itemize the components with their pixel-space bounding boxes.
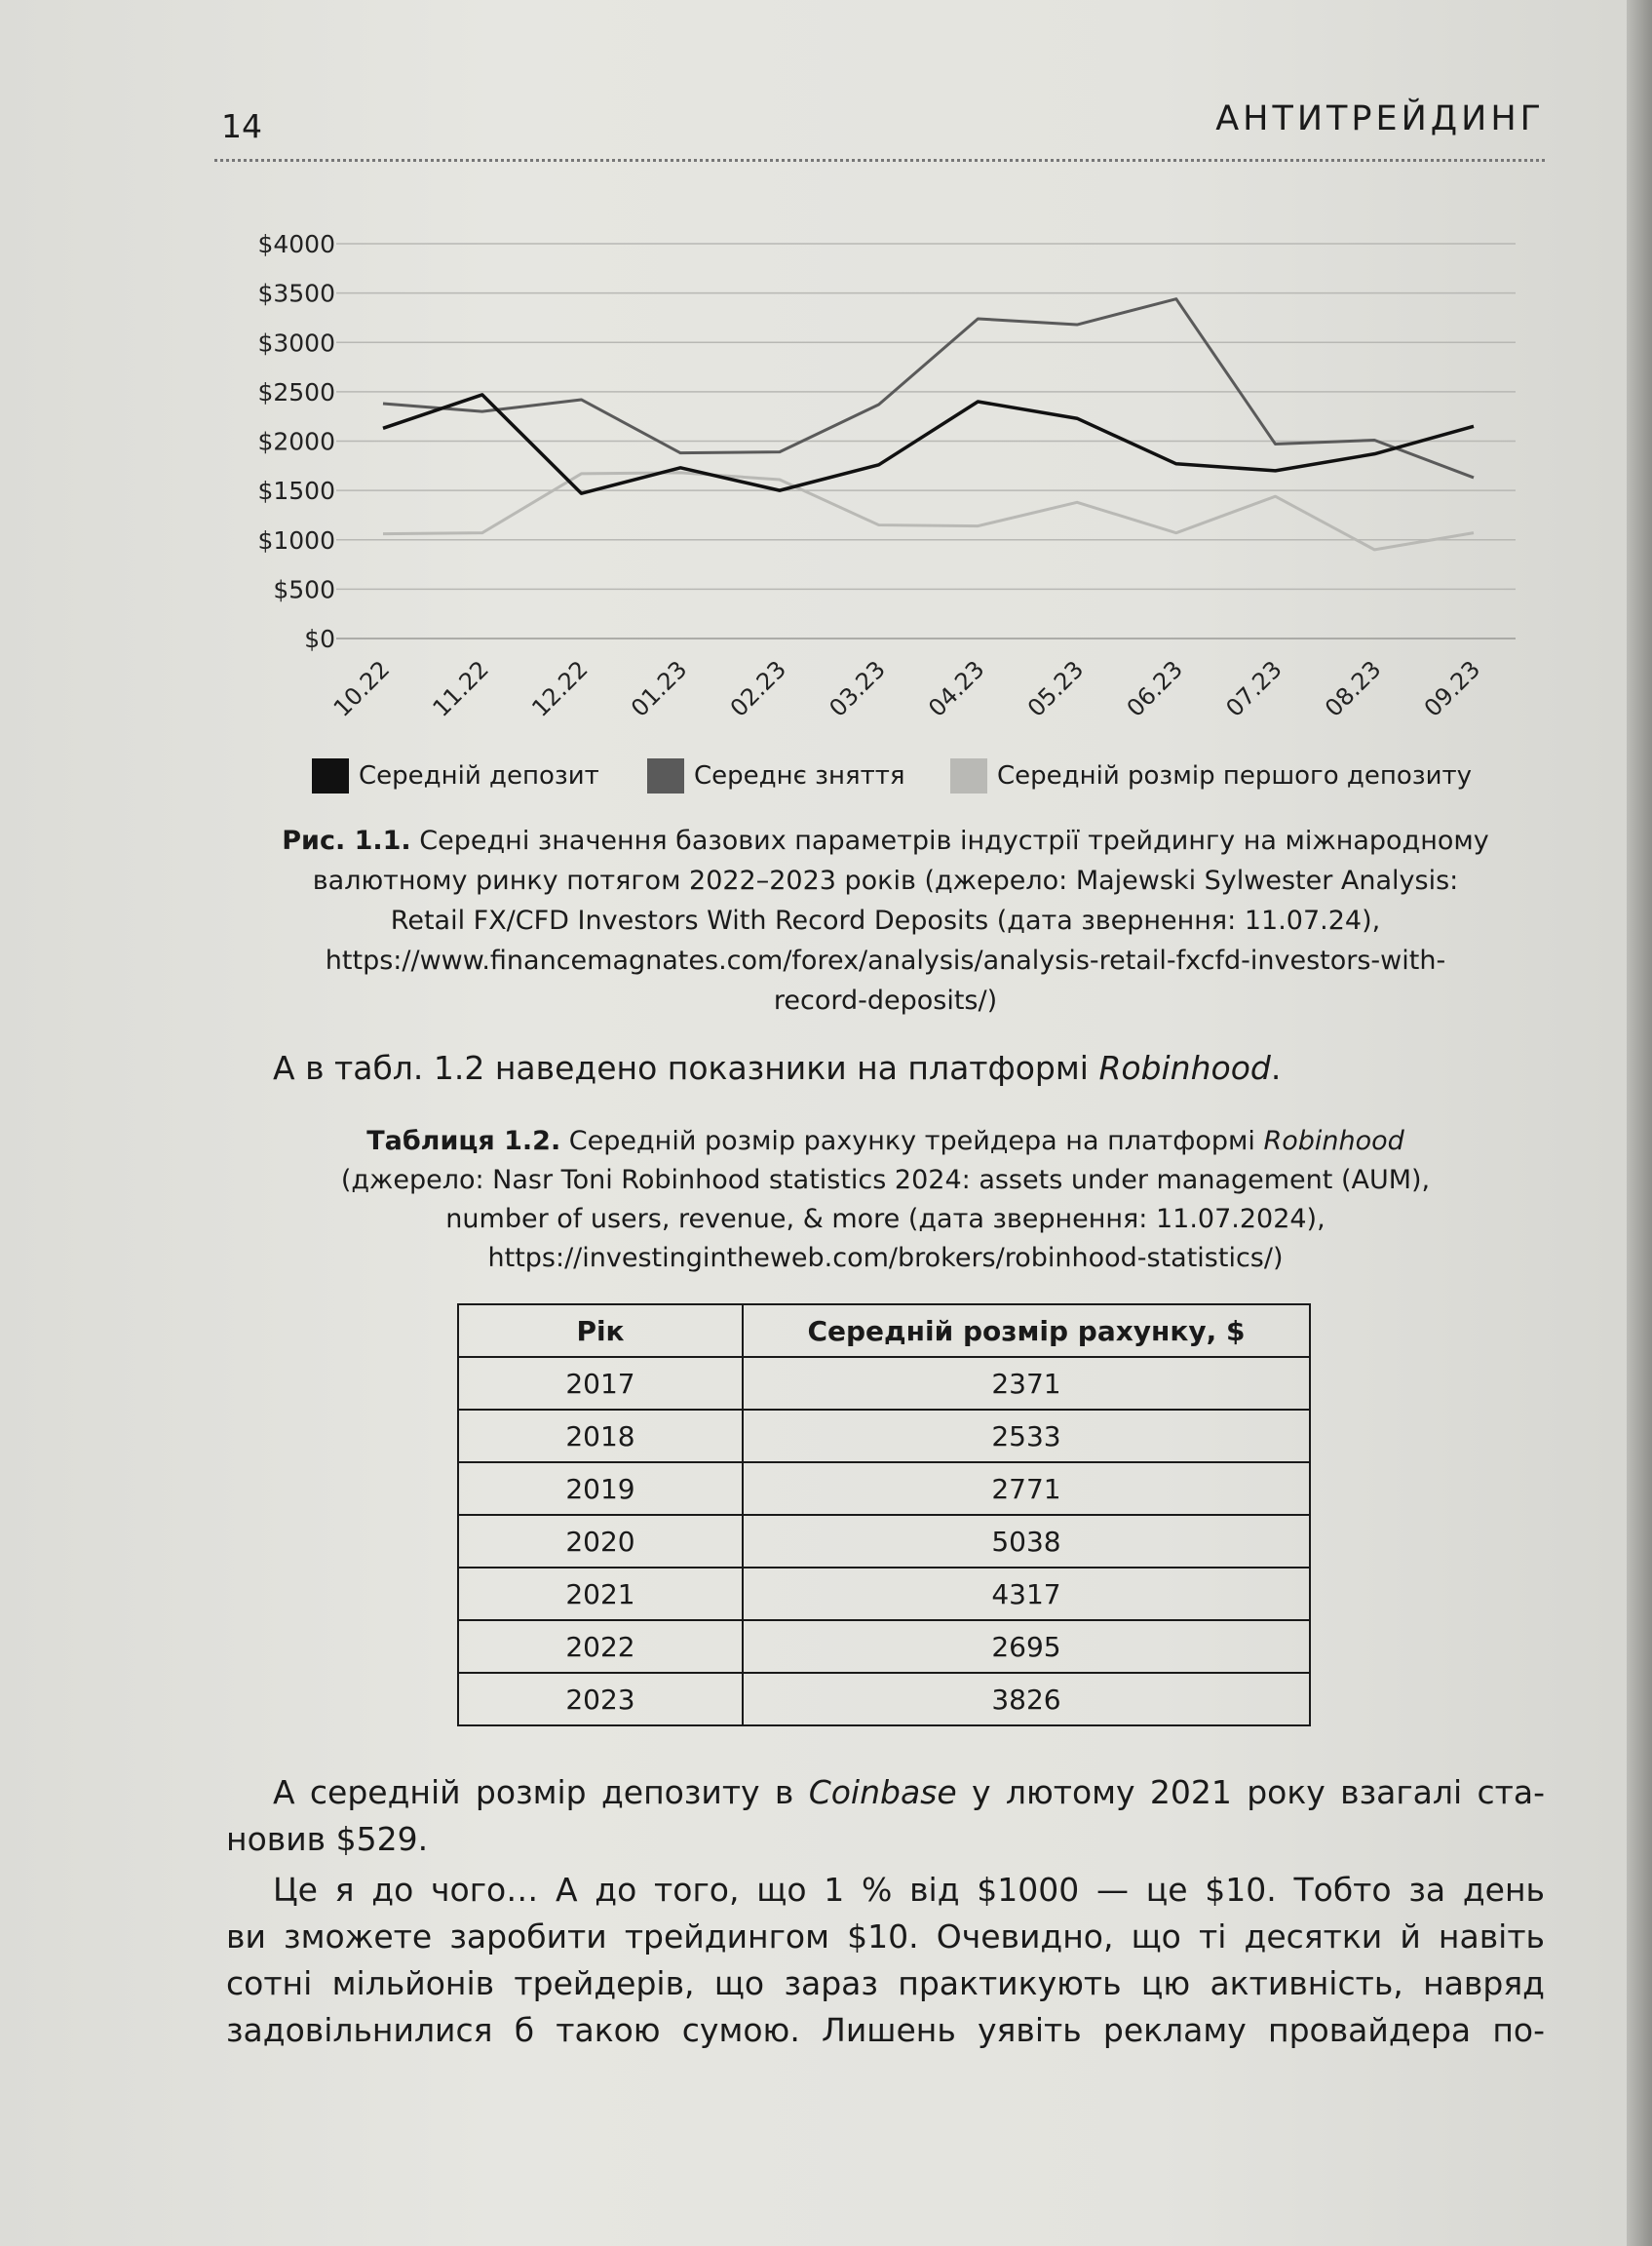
cell-value: 2533: [743, 1410, 1310, 1462]
legend-swatch-first-deposit: [950, 758, 987, 794]
cell-year: 2017: [458, 1357, 743, 1410]
legend-label-deposit: Середній депозит: [359, 761, 599, 791]
x-tick-label: 08.23: [1320, 655, 1387, 722]
legend-swatch-deposit: [312, 758, 349, 794]
table-row: [458, 1673, 1310, 1725]
table-row: [458, 1515, 1310, 1568]
legend-label-withdrawal: Середнє зняття: [694, 761, 905, 791]
cell-value: 2771: [743, 1462, 1310, 1515]
legend-swatch-withdrawal: [647, 758, 684, 794]
x-axis-ticks: [328, 655, 1485, 721]
cell-year: 2019: [458, 1462, 743, 1515]
cell-value: 5038: [743, 1515, 1310, 1568]
table-header-row: [458, 1304, 1310, 1357]
table-row: [458, 1462, 1310, 1515]
legend-label-first-deposit: Середній розмір першого депозиту: [997, 761, 1473, 791]
cell-value: 2371: [743, 1357, 1310, 1410]
table-title: Таблиця 1.2. Середній розмір рахунку трейдера на платформі Robinhood (джерело: Nasr Toni Robinhood statistics 2024: assets under management (AUM), number of users, revenue, & more (дата звернення: 11.07.2024), https://investingintheweb.com/brokers/robinhood-statistics/): [340, 1126, 1431, 1273]
table-row: [458, 1568, 1310, 1620]
x-tick-label: 03.23: [824, 655, 891, 722]
caption-line: https://www.financemagnates.com/forex/analysis/analysis-retail-fxcfd-investors-with-: [325, 946, 1446, 976]
y-tick-label: $4000: [257, 230, 335, 258]
exchange-name: Coinbase: [808, 1773, 957, 1811]
figure-caption: [226, 821, 1545, 1021]
cell-year: 2021: [458, 1568, 743, 1620]
cell-year: 2018: [458, 1410, 743, 1462]
legend-item-first-deposit: [950, 756, 1472, 795]
x-tick-label: 11.22: [427, 655, 494, 722]
x-tick-label: 01.23: [626, 655, 693, 722]
y-axis-ticks: [257, 230, 335, 653]
y-tick-label: $3000: [257, 329, 335, 358]
caption-label: Рис. 1.1.: [282, 826, 411, 856]
paragraph-final: Це я до чого… А до того, що 1 % від $1000 — це $10. Тобто за день ви зможете заробити трейдингом $10. Очевидно, що ті десятки й навіть сотні мільйонів трейдерів, що зараз практикують цю активність, навряд задовільнилися б такою сумою. Лишень уявіть рекламу провайдера по-: [226, 1871, 1545, 2049]
x-tick-label: 06.23: [1121, 655, 1189, 722]
x-tick-label: 04.23: [923, 655, 990, 722]
series-line-2: [383, 473, 1474, 550]
series-line-1: [383, 299, 1474, 478]
cell-value: 3826: [743, 1673, 1310, 1725]
y-tick-label: $500: [273, 575, 335, 604]
cell-year: 2022: [458, 1620, 743, 1673]
y-tick-label: $3500: [257, 279, 335, 308]
cell-year: 2020: [458, 1515, 743, 1568]
x-tick-label: 02.23: [724, 655, 792, 722]
page-number: 14: [221, 107, 262, 145]
table-row: [458, 1357, 1310, 1410]
account-size-table: [457, 1303, 1311, 1726]
caption-line: record-deposits/): [773, 986, 998, 1016]
line-chart: [0, 0, 1652, 877]
x-tick-label: 12.22: [526, 655, 594, 722]
table-row: [458, 1410, 1310, 1462]
table-label: Таблиця 1.2.: [366, 1126, 561, 1156]
cell-value: 2695: [743, 1620, 1310, 1673]
x-tick-label: 10.22: [327, 655, 396, 722]
paragraph-coinbase: А середній розмір депозиту в Coinbase у лютому 2021 року взагалі ста- новив $529.: [226, 1773, 1545, 1858]
caption-line: валютному ринку потягом 2022–2023 років (джерело: Majewski Sylwester Analysis:: [312, 866, 1459, 896]
y-tick-label: $2500: [257, 377, 335, 407]
x-tick-label: 05.23: [1021, 655, 1090, 722]
x-tick-label: 09.23: [1418, 655, 1486, 722]
cell-value: 4317: [743, 1568, 1310, 1620]
running-head: АНТИТРЕЙДИНГ: [1215, 99, 1545, 138]
x-tick-label: 07.23: [1220, 655, 1287, 722]
legend-item-withdrawal: [647, 756, 905, 795]
cell-year: 2023: [458, 1673, 743, 1725]
column-header-year: Рік: [458, 1304, 743, 1357]
caption-line: Retail FX/CFD Investors With Record Deposits (дата звернення: 11.07.24),: [390, 906, 1381, 936]
intro-paragraph: А в табл. 1.2 наведено показники на платформі Robinhood.: [273, 1049, 1282, 1087]
y-tick-label: $1000: [257, 525, 335, 555]
caption-line: Рис. 1.1. Середні значення базових параметрів індустрії трейдингу на міжнародному: [282, 826, 1489, 856]
table-row: [458, 1620, 1310, 1673]
platform-name: Robinhood: [1098, 1049, 1271, 1087]
y-tick-label: $1500: [257, 477, 335, 506]
y-tick-label: $0: [304, 625, 335, 653]
y-tick-label: $2000: [257, 427, 335, 456]
chart-series: [383, 299, 1474, 550]
column-header-avg-size: Середній розмір рахунку, $: [743, 1304, 1310, 1357]
legend-item-deposit: [312, 756, 599, 795]
